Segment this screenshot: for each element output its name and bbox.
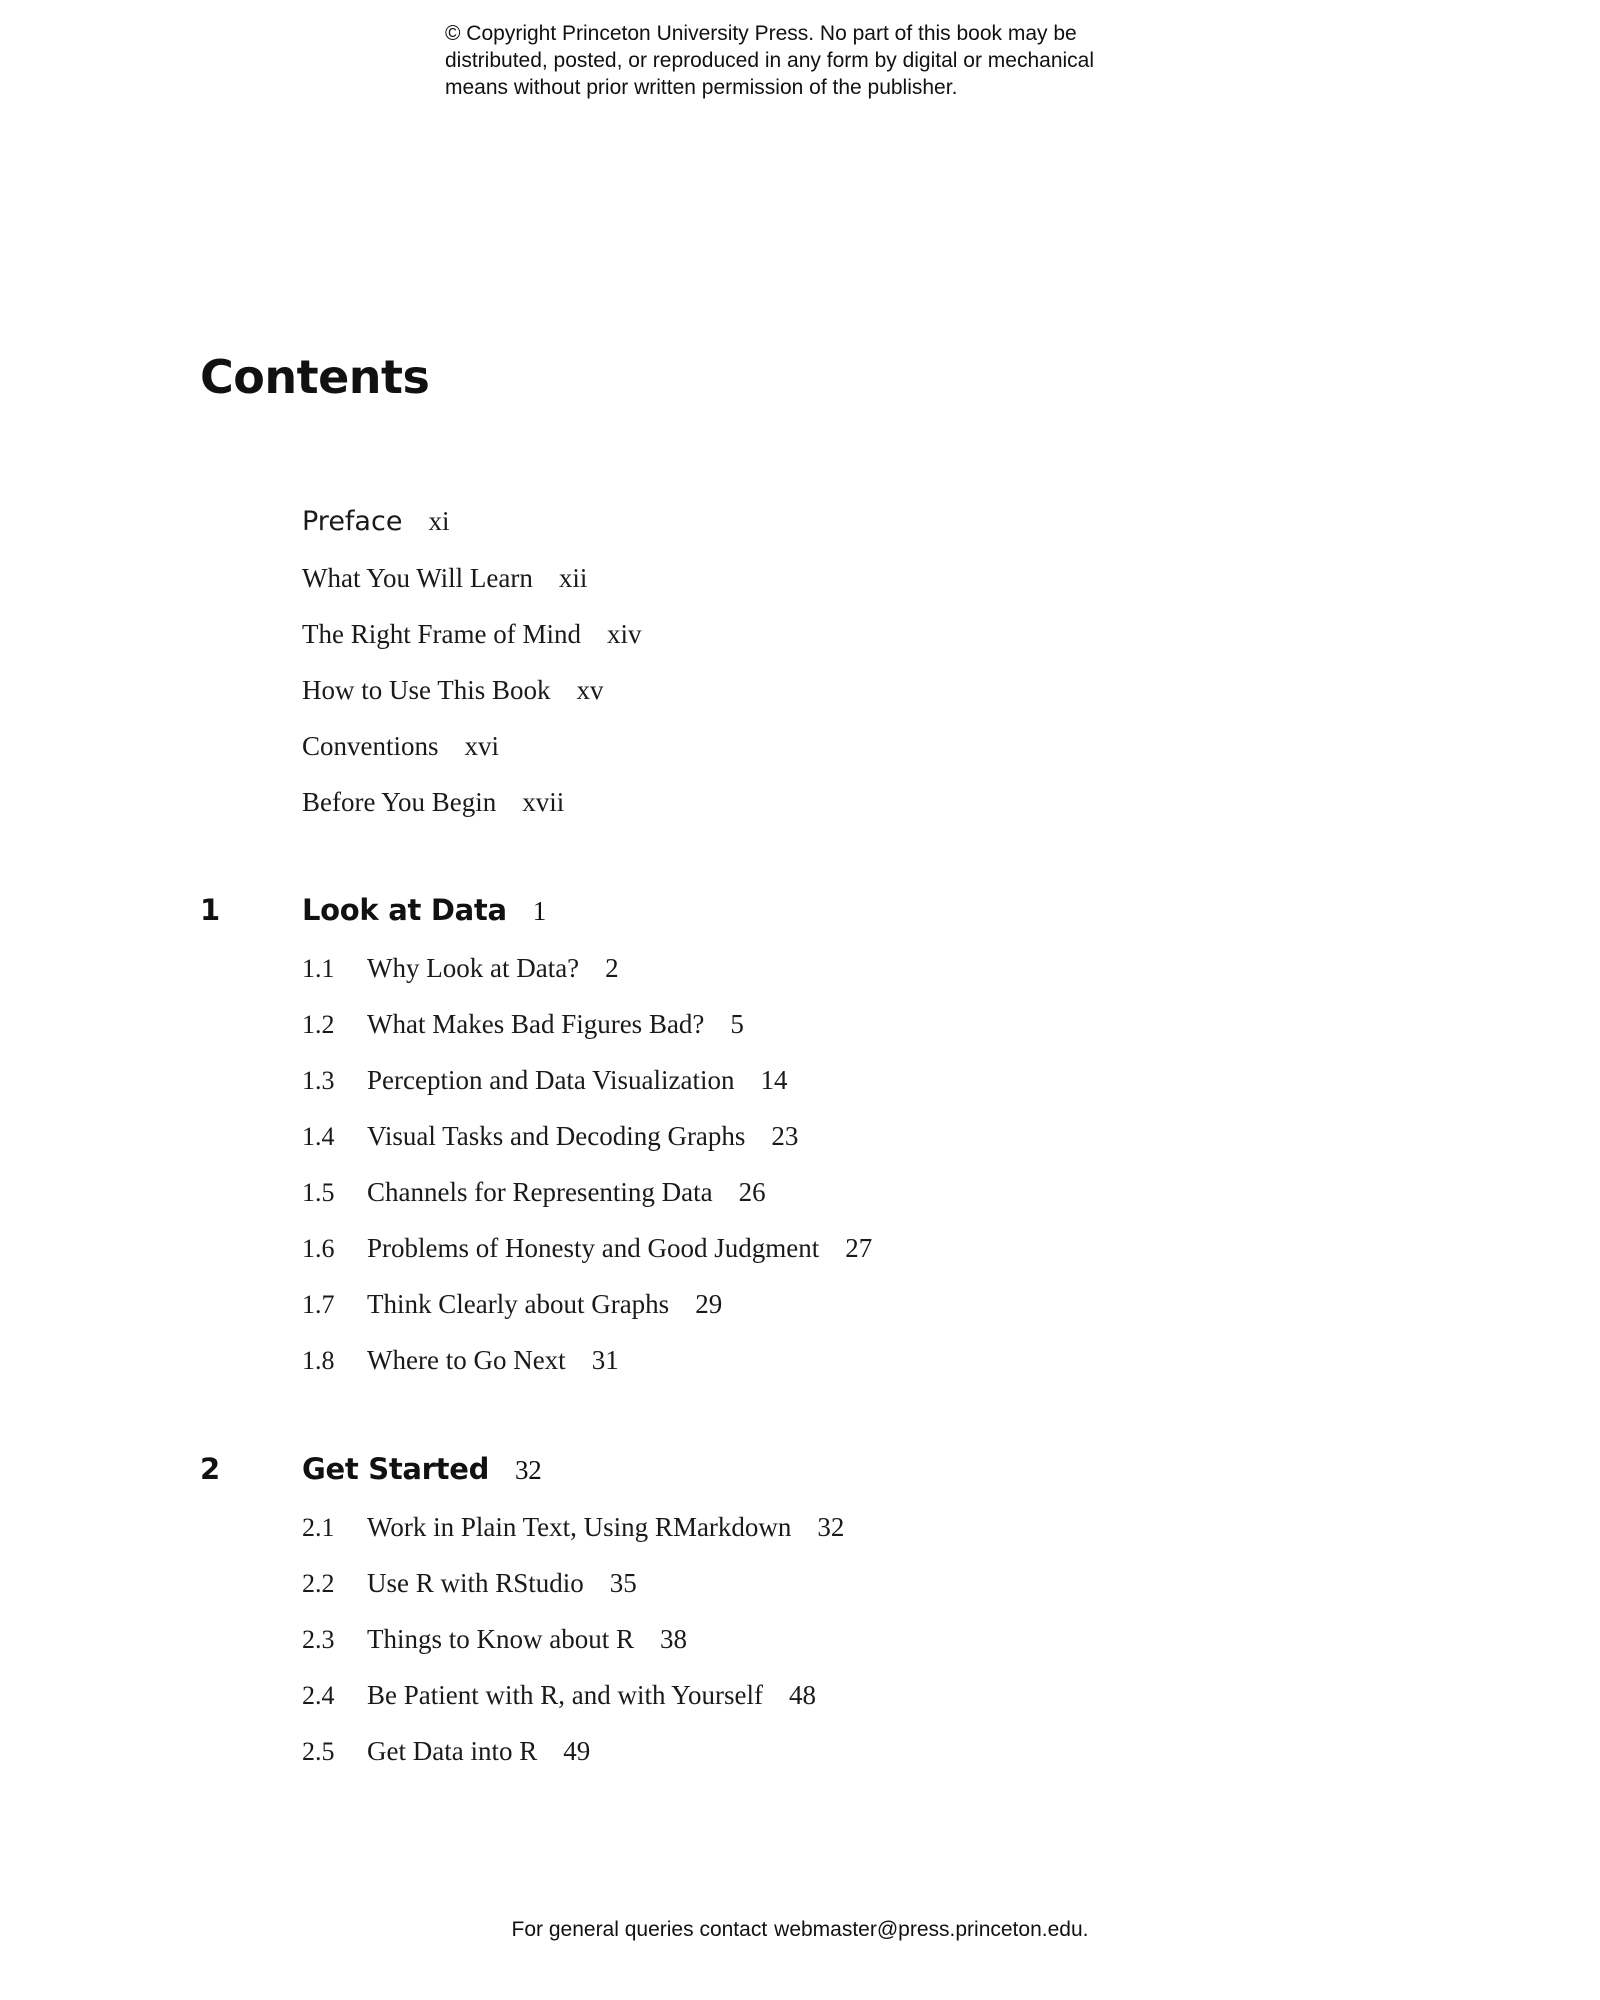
toc-entry-page: xi <box>428 506 450 536</box>
section-title: Perception and Data Visualization <box>367 1065 735 1095</box>
copyright-notice <box>445 20 1165 101</box>
toc-section-entry[interactable] <box>367 953 619 984</box>
toc-section-entry[interactable] <box>367 1624 687 1655</box>
toc-entry-page: xvi <box>464 731 500 761</box>
section-page: 27 <box>845 1233 873 1263</box>
section-page: 14 <box>760 1065 788 1095</box>
section-page: 38 <box>660 1624 687 1654</box>
section-title: Visual Tasks and Decoding Graphs <box>367 1121 746 1151</box>
toc-entry[interactable] <box>302 619 641 650</box>
toc-section-entry[interactable] <box>367 1512 844 1543</box>
section-page: 29 <box>695 1289 723 1319</box>
section-number: 2.4 <box>302 1681 335 1710</box>
toc-entry[interactable] <box>302 787 564 818</box>
toc-entry[interactable] <box>302 731 499 762</box>
toc-entry-preface[interactable] <box>302 506 449 537</box>
toc-entry-title: Preface <box>302 506 403 537</box>
footer-text: For general queries contact <box>511 1918 768 1941</box>
section-number: 2.1 <box>302 1513 335 1542</box>
toc-entry-page: xiv <box>606 619 642 649</box>
section-title: Problems of Honesty and Good Judgment <box>367 1233 820 1263</box>
section-number: 1.4 <box>302 1122 335 1151</box>
section-page: 23 <box>771 1121 799 1151</box>
toc-section-entry[interactable] <box>367 1177 766 1208</box>
section-page: 35 <box>609 1568 637 1598</box>
section-page: 48 <box>789 1680 816 1710</box>
toc-entry-title: What You Will Learn <box>302 563 533 593</box>
chapter-title: Look at Data <box>302 893 507 927</box>
toc-entry-page: xii <box>558 563 588 593</box>
section-number: 1.1 <box>302 954 335 983</box>
section-number: 1.8 <box>302 1346 335 1375</box>
chapter-page: 32 <box>515 1455 542 1485</box>
chapter-title-entry[interactable] <box>302 1452 541 1486</box>
section-number: 1.3 <box>302 1066 335 1095</box>
footer-email-link[interactable]: webmaster@press.princeton.edu. <box>774 1918 1089 1941</box>
section-page: 32 <box>817 1512 845 1542</box>
chapter-number: 2 <box>200 1452 221 1486</box>
section-title: Things to Know about R <box>367 1624 634 1654</box>
section-number: 1.5 <box>302 1178 335 1207</box>
section-title: Channels for Representing Data <box>367 1177 713 1207</box>
toc-entry[interactable] <box>302 563 587 594</box>
toc-section-entry[interactable] <box>367 1233 872 1264</box>
chapter-number: 1 <box>200 893 221 927</box>
page-footer <box>0 1918 1600 1942</box>
page-title: Contents <box>200 350 430 404</box>
section-title: Use R with RStudio <box>367 1568 584 1598</box>
toc-entry-page: xv <box>576 675 604 705</box>
section-number: 1.6 <box>302 1234 335 1263</box>
section-page: 26 <box>738 1177 766 1207</box>
toc-section-entry[interactable] <box>367 1009 744 1040</box>
toc-entry-title: Conventions <box>302 731 439 761</box>
copyright-line: distributed, posted, or reproduced in any form by digital or mechanical <box>445 49 1095 72</box>
toc-entry-title: How to Use This Book <box>302 675 551 705</box>
toc-section-entry[interactable] <box>367 1345 619 1376</box>
section-number: 1.2 <box>302 1010 335 1039</box>
copyright-line: © Copyright Princeton University Press. No part of this book may be <box>445 22 1077 45</box>
toc-section-entry[interactable] <box>367 1680 816 1711</box>
section-number: 1.7 <box>302 1290 335 1319</box>
chapter-title: Get Started <box>302 1452 490 1486</box>
toc-entry-title: The Right Frame of Mind <box>302 619 581 649</box>
section-title: What Makes Bad Figures Bad? <box>367 1009 705 1039</box>
toc-entry[interactable] <box>302 675 604 706</box>
toc-section-entry[interactable] <box>367 1568 637 1599</box>
toc-section-entry[interactable] <box>367 1121 798 1152</box>
toc-section-entry[interactable] <box>367 1736 590 1767</box>
section-number: 2.5 <box>302 1737 335 1766</box>
section-page: 5 <box>730 1009 744 1039</box>
section-page: 2 <box>605 953 619 983</box>
section-page: 49 <box>563 1736 591 1766</box>
toc-section-entry[interactable] <box>367 1289 722 1320</box>
section-title: Get Data into R <box>367 1736 538 1766</box>
section-title: Why Look at Data? <box>367 953 580 983</box>
section-number: 2.2 <box>302 1569 335 1598</box>
section-page: 31 <box>591 1345 619 1375</box>
section-title: Where to Go Next <box>367 1345 566 1375</box>
toc-entry-title: Before You Begin <box>302 787 497 817</box>
chapter-title-entry[interactable] <box>302 893 546 927</box>
section-title: Work in Plain Text, Using RMarkdown <box>367 1512 792 1542</box>
section-title: Be Patient with R, and with Yourself <box>367 1680 763 1710</box>
section-number: 2.3 <box>302 1625 335 1654</box>
copyright-line: means without prior written permission of the publisher. <box>445 76 958 99</box>
toc-section-entry[interactable] <box>367 1065 788 1096</box>
toc-entry-page: xvii <box>522 787 565 817</box>
section-title: Think Clearly about Graphs <box>367 1289 670 1319</box>
chapter-page: 1 <box>532 896 546 926</box>
